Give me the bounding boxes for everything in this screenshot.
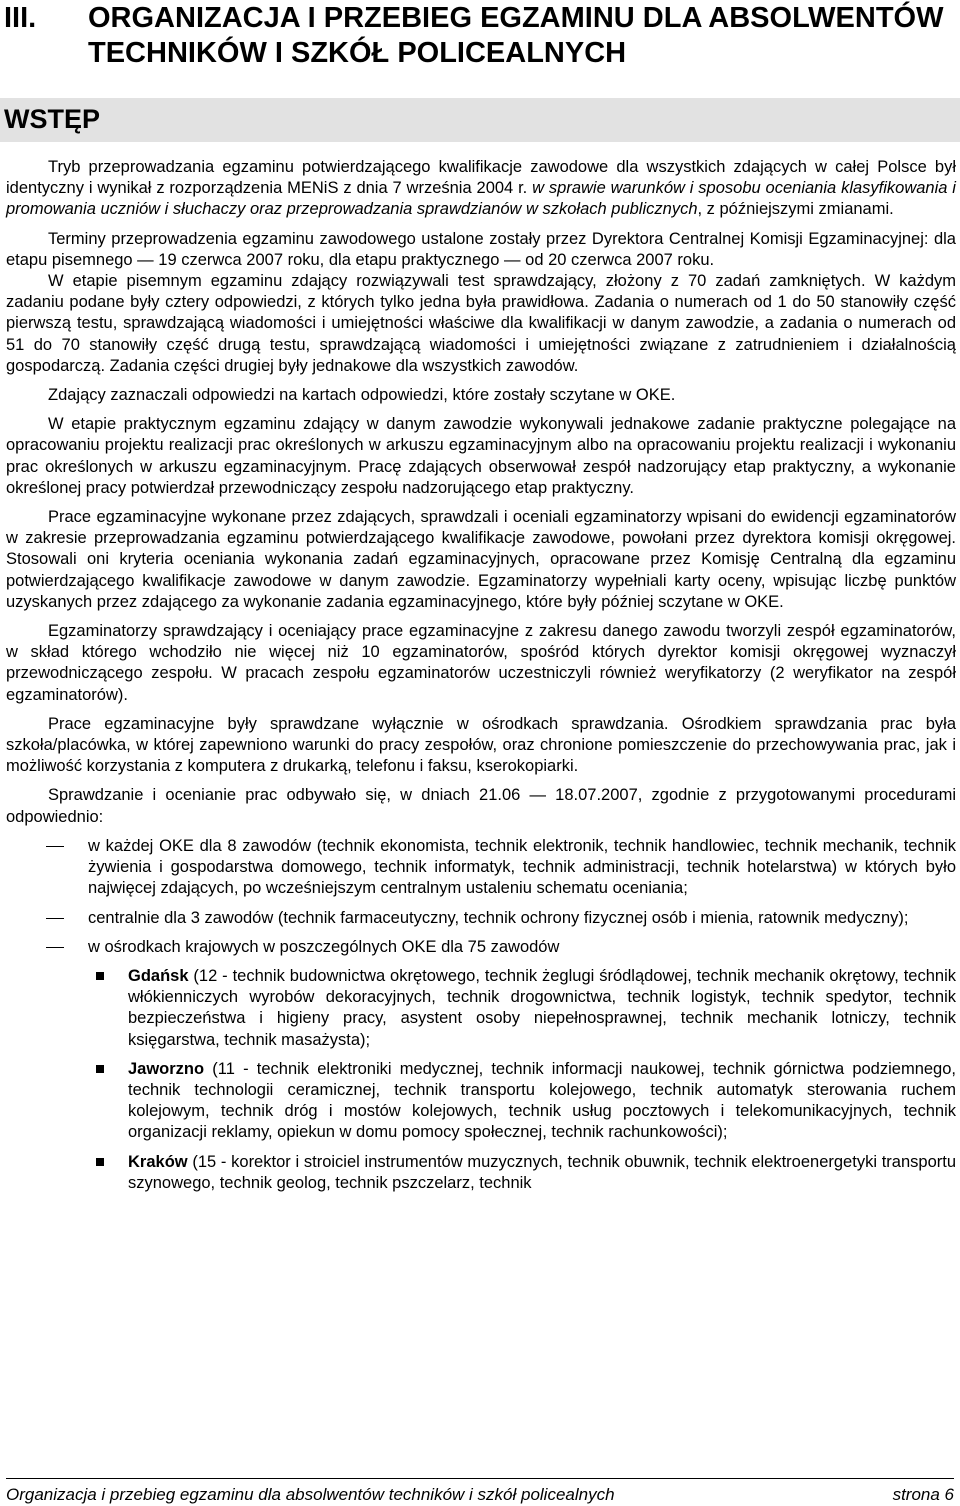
square-bullet-icon xyxy=(96,1158,104,1166)
paragraph-exam-dates: Terminy przeprowadzenia egzaminu zawodowego ustalone zostały przez Dyrektora Centralnej Komisji Egzaminacyjnej: dla etapu pisemnego — 19 czerwca 2007 roku, dla etapu praktycznego — od 20 czerwca 2007 roku. xyxy=(6,229,956,269)
center-professions: (15 - korektor i stroiciel instrumentów muzycznych, technik obuwnik, technik elektroenergetyki transportu szynowego, technik geolog, technik pszczelarz, technik xyxy=(128,1152,956,1192)
intro-paragraph xyxy=(6,157,956,221)
center-city: Jaworzno xyxy=(128,1059,205,1078)
paragraph-answer-sheets: Zdający zaznaczali odpowiedzi na kartach odpowiedzi, które zostały sczytane w OKE. xyxy=(48,386,676,405)
body-text xyxy=(6,157,956,1202)
dash-bullet-icon xyxy=(46,918,64,919)
paragraph-grading: Prace egzaminacyjne wykonane przez zdających, sprawdzali i oceniali egzaminatorzy wpisani do ewidencji egzaminatorów w zakresie przeprowadzania egzaminu potwierdzającego kwalifikacje zawodowe, powołani przez dyrektora komisji okręgowej. Stosowali oni kryteria oceniania wykonania zadań egzaminacyjnych, opracowane przez Komisję Centralną dla egzaminu potwierdzającego kwalifikacje zawodowe w danym zawodzie. Egzaminatorzy wypełniali karty oceny, wpisując liczbę punktów uzyskanych przez zdającego za wykonanie zadania egzaminacyjnego, które były później sczytane w OKE. xyxy=(6,508,956,611)
chapter-number: III. xyxy=(4,2,37,34)
section-title: WSTĘP xyxy=(4,104,101,134)
national-centers-list xyxy=(88,966,956,1194)
square-bullet-icon xyxy=(96,972,104,980)
dash-bullet-icon xyxy=(46,846,64,847)
paragraph-examiner-team: Egzaminatorzy sprawdzający i oceniający prace egzaminacyjne z zakresu danego zawodu tworzyli zespół egzaminatorów, w skład którego wchodziło nie więcej niż 10 egzaminatorów, spośród których dyrektor komisji okręgowej wyznaczył przewodniczącego zespołu. W pracach zespołu egzaminatorów uczestniczyli również weryfikatorzy (2 weryfikator na zespół egzaminatorów). xyxy=(6,622,956,704)
chapter-title: ORGANIZACJA I PRZEBIEG EGZAMINU DLA ABSOLWENTÓW TECHNIKÓW I SZKÓŁ POLICEALNYCH xyxy=(88,2,944,69)
list-item xyxy=(88,1059,956,1144)
list-item: centralnie dla 3 zawodów (technik farmaceutyczny, technik ochrony fizycznej osób i mienia, ratownik medyczny); xyxy=(6,908,956,929)
paragraph-grading-centers: Prace egzaminacyjne były sprawdzane wyłącznie w ośrodkach sprawdzania. Ośrodkiem sprawdzania prac była szkoła/placówka, w której zapewniono warunki do pracy zespołów, oraz chronione pomieszczenie do przechowywania prac, jak i możliwość korzystania z komputera z drukarką, telefonu i faksu, kserokopiarki. xyxy=(6,714,956,776)
list-item xyxy=(88,1152,956,1194)
center-professions: (12 - technik budownictwa okrętowego, technik żeglugi śródlądowej, technik mechanik okrętowy, technik włókienniczych wyrobów dekoracyjnych, technik drogownictwa, technik logistyk, technik spedytor, technik bezpieczeństwa i higieny pracy, asystent osoby niepełnosprawnej, technik mechanik lotniczy, technik księgarstwa, technik masażysta); xyxy=(128,966,956,1049)
footer-title: Organizacja i przebieg egzaminu dla absolwentów techników i szkół policealnych xyxy=(6,1485,615,1504)
paragraph-practical-stage: W etapie praktycznym egzaminu zdający w danym zawodzie wykonywali jednakowe zadanie praktyczne polegające na opracowaniu projektu realizacji prac określonych w arkuszu egzaminacyjnym albo na opracowaniu projektu realizacji i wykonaniu prac określonych w arkuszu egzaminacyjnym. Pracę zdających obserwował zespół nadzorujący etap praktyczny, a wykonanie określonej pracy potwierdzał przewodniczący zespołu nadzorującego etap praktyczny. xyxy=(6,415,956,497)
section-heading-bar xyxy=(0,98,960,142)
center-city: Kraków xyxy=(128,1152,188,1171)
paragraph-written-stage: W etapie pisemnym egzaminu zdający rozwiązywali test sprawdzający, złożony z 70 zadań zamkniętych. W każdym zadaniu podane były cztery odpowiedzi, z których tylko jedna była prawidłowa. Zadania o numerach od 1 do 50 stanowiły część pierwszą testu, sprawdzającą wiadomości i umiejętności właściwe dla kwalifikacji w danym zawodzie, a zadania o numerach od 51 do 70 stanowiły część drugą testu, sprawdzającą wiadomości i umiejętności związane z zatrudnieniem i działalnością gospodarczą. Zadania części drugiej były jednakowe dla wszystkich zawodów. xyxy=(6,272,956,375)
list-item: w każdej OKE dla 8 zawodów (technik ekonomista, technik elektronik, technik handlowiec, technik mechanik, technik żywienia i gospodarstwa domowego, technik informatyk, technik administracji, technik hotelarstwa) w których było najwięcej zdających, po wcześniejszym centralnym ustaleniu schematu oceniania; xyxy=(6,836,956,900)
intro-text: Tryb przeprowadzania egzaminu potwierdzającego kwalifikacje zawodowe dla wszystkich zdających w całej Polsce był identyczny i wynikał z rozporządzenia MENiS z dnia 7 września 2004 r. xyxy=(6,158,956,198)
list-item xyxy=(88,966,956,1051)
procedure-list xyxy=(6,836,956,1194)
dash-bullet-icon xyxy=(46,947,64,948)
page-footer xyxy=(6,1478,954,1505)
paragraph-grading-period: Sprawdzanie i ocenianie prac odbywało się, w dniach 21.06 — 18.07.2007, zgodnie z przygotowanymi procedurami odpowiednio: xyxy=(6,786,956,826)
intro-tail: , z późniejszymi zmianami. xyxy=(697,200,894,219)
square-bullet-icon xyxy=(96,1065,104,1073)
center-city: Gdańsk xyxy=(128,966,189,985)
intro-regulation-title: w sprawie warunków i sposobu oceniania klasyfikowania i promowania uczniów i słuchaczy oraz przeprowadzania sprawdzianów w szkołach publicznych xyxy=(6,179,956,219)
page-number: strona 6 xyxy=(892,1485,954,1504)
list-item: w ośrodkach krajowych w poszczególnych OKE dla 75 zawodów Gdańsk (12 - technik budownictwa okrętowego, technik żeglugi śródlądowej, technik mechanik okrętowy, technik włókienniczych wyrobów dekoracyjnych, technik drogownictwa, technik logistyk, technik spedytor, technik bezpieczeństwa i higieny pracy, asystent osoby niepełnosprawnej, technik mechanik lotniczy, technik księgarstwa, technik masażysta); Jaworzno (11 - technik elektroniki medycznej, technik informacji naukowej, technik górnictwa podziemnego, technik technologii ceramicznej, technik transportu kolejowego, technik automatyk sterowania ruchem kolejowym, technik dróg i mostów kolejowych, technik usług pocztowych i telekomunikacyjnych, technik organizacji reklamy, opiekun w domu pomocy społecznej, technik rachunkowości); Kraków (15 - korektor i stroiciel instrumentów muzycznych, technik obuwnik, technik elektroenergetyki transportu szynowego, technik geolog, technik pszczelarz, technik xyxy=(6,937,956,1194)
center-professions: (11 - technik elektroniki medycznej, technik informacji naukowej, technik górnictwa podziemnego, technik technologii ceramicznej, technik transportu kolejowego, technik automatyk sterowania ruchem kolejowym, technik dróg i mostów kolejowych, technik usług pocztowych i telekomunikacyjnych, technik organizacji reklamy, opiekun w domu pomocy społecznej, technik rachunkowości); xyxy=(128,1059,956,1142)
